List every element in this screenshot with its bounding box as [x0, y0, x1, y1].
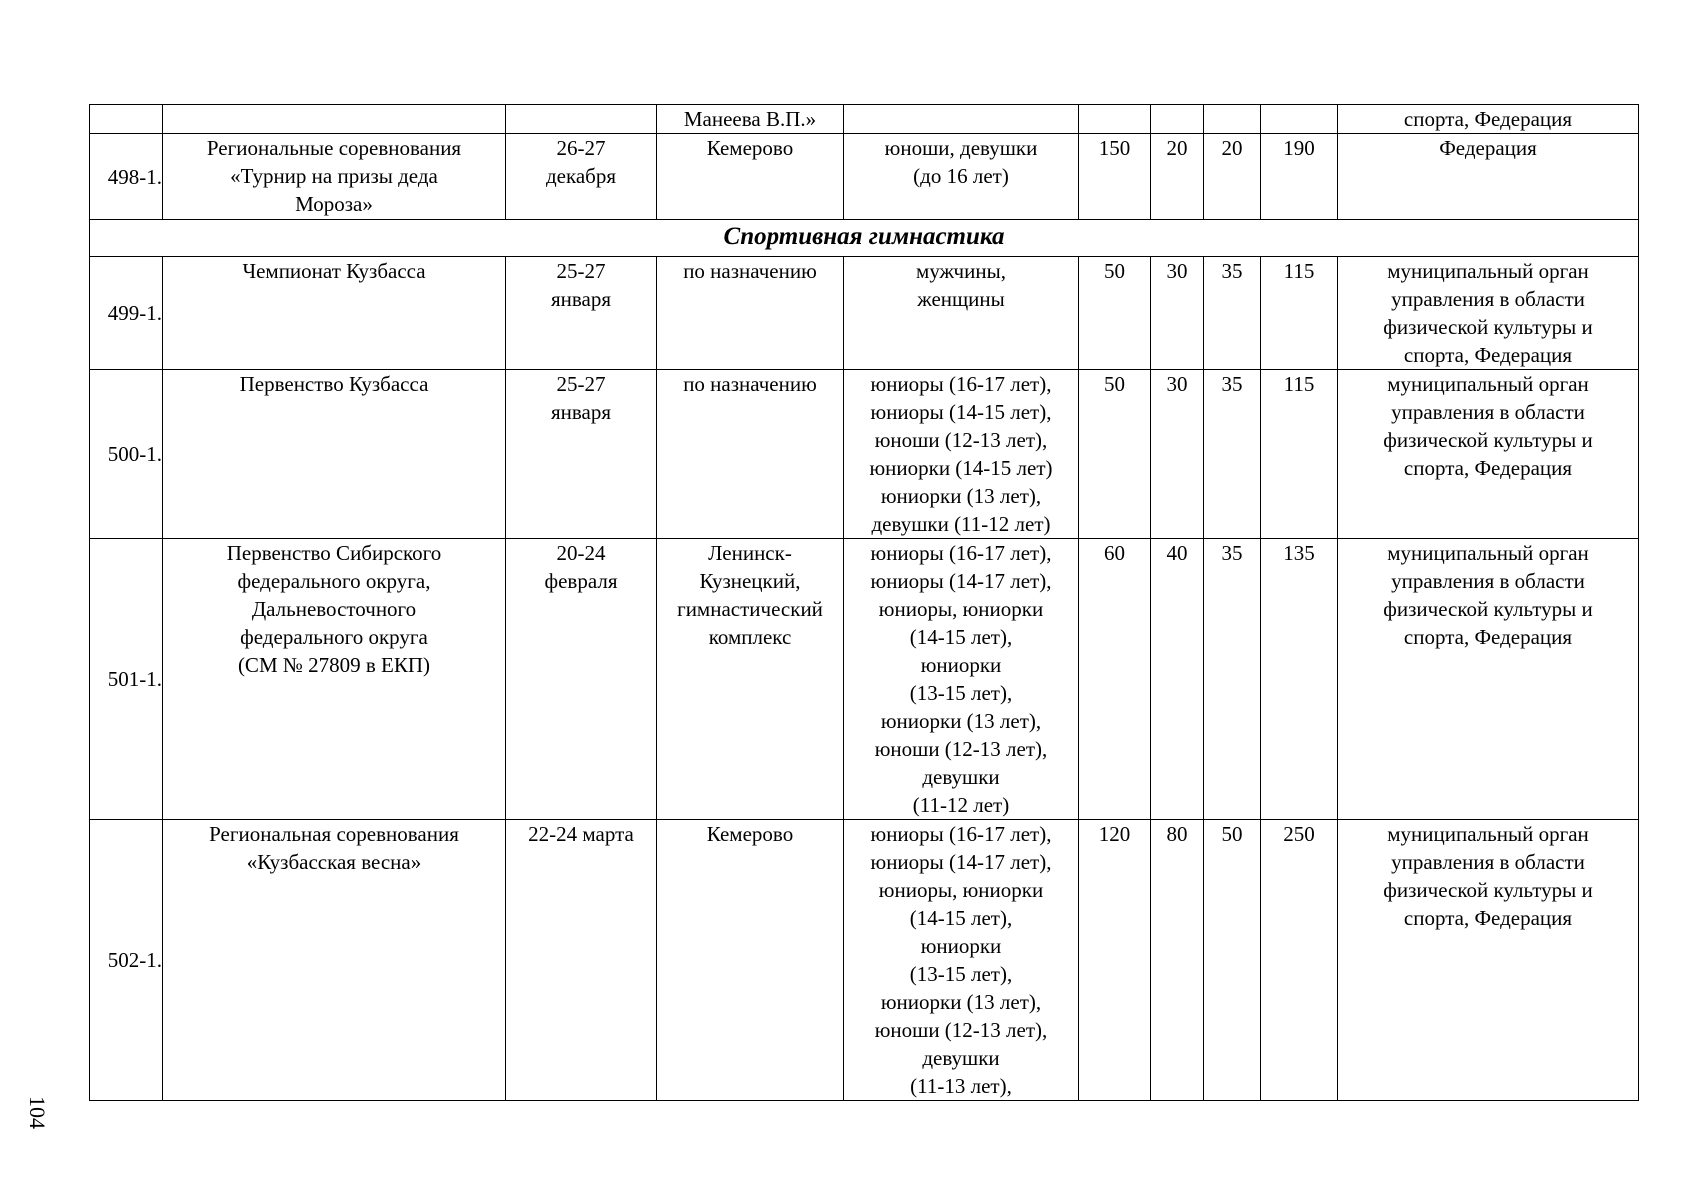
event-name: Региональная соревнования «Кузбасская весна»	[163, 820, 506, 1101]
count-1: 150	[1079, 134, 1151, 220]
row-number: 499-1.	[90, 257, 163, 370]
cell-count-2	[1151, 105, 1204, 134]
count-total: 190	[1261, 134, 1338, 220]
count-2: 20	[1151, 134, 1204, 220]
cell-count-1	[1079, 105, 1151, 134]
page-number: 104	[25, 1096, 50, 1129]
event-date: 25-27 января	[506, 257, 657, 370]
cell-count-total	[1261, 105, 1338, 134]
table-row	[90, 820, 1639, 1101]
organizer: Федерация	[1338, 134, 1639, 220]
cell-count-3	[1204, 105, 1261, 134]
cell-name	[163, 105, 506, 134]
row-number: 500-1.	[90, 370, 163, 539]
count-1: 60	[1079, 539, 1151, 820]
event-place: Кемерово	[657, 134, 844, 220]
event-date: 26-27 декабря	[506, 134, 657, 220]
count-total: 115	[1261, 257, 1338, 370]
event-category: юниоры (16-17 лет), юниоры (14-17 лет), юниоры, юниорки (14-15 лет), юниорки (13-15 лет), юниорки (13 лет), юноши (12-13 лет), девушки (11-13 лет),	[844, 820, 1079, 1101]
count-2: 40	[1151, 539, 1204, 820]
count-3: 35	[1204, 370, 1261, 539]
event-name: Первенство Сибирского федерального округа, Дальневосточного федерального округа (СМ № 27809 в ЕКП)	[163, 539, 506, 820]
organizer: муниципальный орган управления в области физической культуры и спорта, Федерация	[1338, 539, 1639, 820]
organizer: муниципальный орган управления в области физической культуры и спорта, Федерация	[1338, 370, 1639, 539]
row-number: 502-1.	[90, 820, 163, 1101]
cell-category	[844, 105, 1079, 134]
table-row-continuation	[90, 105, 1639, 134]
count-2: 30	[1151, 370, 1204, 539]
count-2: 30	[1151, 257, 1204, 370]
event-category: юноши, девушки (до 16 лет)	[844, 134, 1079, 220]
organizer: муниципальный орган управления в области физической культуры и спорта, Федерация	[1338, 820, 1639, 1101]
count-3: 35	[1204, 257, 1261, 370]
section-row	[90, 220, 1639, 257]
count-3: 20	[1204, 134, 1261, 220]
cell-num	[90, 105, 163, 134]
count-2: 80	[1151, 820, 1204, 1101]
row-number: 501-1.	[90, 539, 163, 820]
count-1: 50	[1079, 370, 1151, 539]
event-place: Ленинск- Кузнецкий, гимнастический комплекс	[657, 539, 844, 820]
count-1: 120	[1079, 820, 1151, 1101]
event-place: по назначению	[657, 370, 844, 539]
event-name: Региональные соревнования «Турнир на призы деда Мороза»	[163, 134, 506, 220]
cell-date	[506, 105, 657, 134]
event-category: мужчины, женщины	[844, 257, 1079, 370]
event-date: 22-24 марта	[506, 820, 657, 1101]
count-total: 115	[1261, 370, 1338, 539]
schedule-table	[89, 104, 1639, 1101]
row-number: 498-1.	[90, 134, 163, 220]
count-3: 35	[1204, 539, 1261, 820]
count-3: 50	[1204, 820, 1261, 1101]
section-title: Спортивная гимнастика	[90, 220, 1639, 257]
table-row	[90, 257, 1639, 370]
event-category: юниоры (16-17 лет), юниоры (14-15 лет), юноши (12-13 лет), юниорки (14-15 лет) юниорки (13 лет), девушки (11-12 лет)	[844, 370, 1079, 539]
count-total: 250	[1261, 820, 1338, 1101]
table-row	[90, 539, 1639, 820]
event-date: 20-24 февраля	[506, 539, 657, 820]
count-1: 50	[1079, 257, 1151, 370]
count-total: 135	[1261, 539, 1338, 820]
event-name: Чемпионат Кузбасса	[163, 257, 506, 370]
event-date: 25-27 января	[506, 370, 657, 539]
cell-place: Манеева В.П.»	[657, 105, 844, 134]
event-place: по назначению	[657, 257, 844, 370]
event-category: юниоры (16-17 лет), юниоры (14-17 лет), юниоры, юниорки (14-15 лет), юниорки (13-15 лет), юниорки (13 лет), юноши (12-13 лет), девушки (11-12 лет)	[844, 539, 1079, 820]
event-place: Кемерово	[657, 820, 844, 1101]
cell-organizer: спорта, Федерация	[1338, 105, 1639, 134]
table-row	[90, 134, 1639, 220]
table-row	[90, 370, 1639, 539]
event-name: Первенство Кузбасса	[163, 370, 506, 539]
organizer: муниципальный орган управления в области физической культуры и спорта, Федерация	[1338, 257, 1639, 370]
